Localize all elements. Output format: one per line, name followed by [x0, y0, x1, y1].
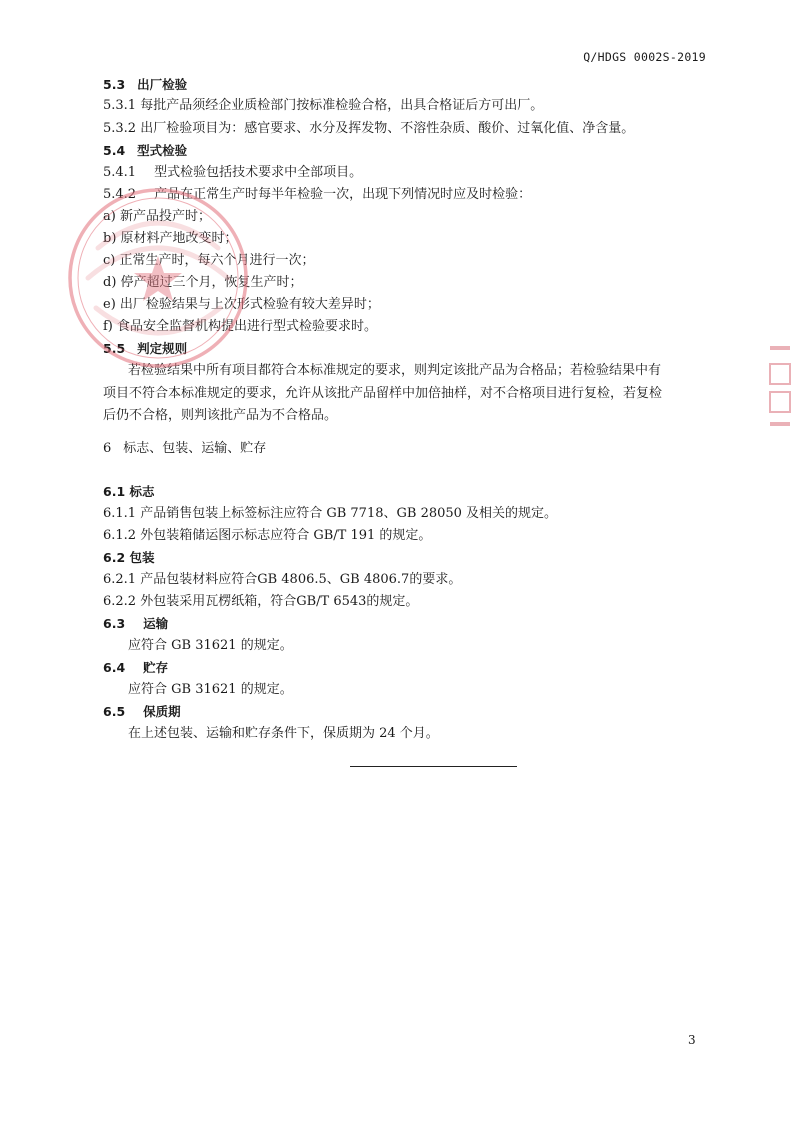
heading-title: 贮存 — [143, 660, 169, 675]
heading-number: 5.4 — [103, 143, 126, 158]
list-item-d: d) 停产超过三个月，恢复生产时； — [103, 275, 303, 290]
heading-number: 5.3 — [103, 77, 126, 92]
end-rule — [350, 766, 517, 767]
clause-number: 5.4.2 — [103, 187, 137, 202]
heading-number: 6 — [103, 441, 112, 456]
heading-number: 6.3 — [103, 616, 126, 631]
heading-title: 保质期 — [143, 704, 181, 719]
heading-title: 型式检验 — [137, 143, 188, 158]
list-item-c: c) 正常生产时，每六个月进行一次； — [103, 253, 315, 268]
heading-6-2: 6.2 包装 — [103, 550, 155, 565]
heading-number: 5.5 — [103, 341, 126, 356]
clause-5-3-2: 5.3.2 出厂检验项目为：感官要求、水分及挥发物、不溶性杂质、酸价、过氧化值、净含量。 — [103, 121, 635, 136]
heading-6 — [103, 441, 266, 457]
heading-title: 判定规则 — [137, 341, 188, 356]
list-item-a: a) 新产品投产时； — [103, 209, 211, 224]
heading-number: 6.5 — [103, 704, 126, 719]
clause-6-2-1: 6.2.1 产品包装材料应符合GB 4806.5、GB 4806.7的要求。 — [103, 572, 462, 587]
body-6-4: 应符合 GB 31621 的规定。 — [128, 682, 293, 697]
paragraph-line: 项目不符合本标准规定的要求，允许从该批产品留样中加倍抽样，对不合格项目进行复检，若复检 — [103, 386, 663, 401]
list-item-e: e) 出厂检验结果与上次形式检验有较大差异时； — [103, 297, 380, 312]
document-code: Q/HDGS 0002S-2019 — [583, 50, 706, 64]
page-number: 3 — [688, 1033, 696, 1047]
company-seal-stamp — [58, 178, 258, 378]
heading-title: 出厂检验 — [137, 77, 188, 92]
list-item-b: b) 原材料产地改变时； — [103, 231, 238, 246]
list-item-f: f) 食品安全监督机构提出进行型式检验要求时。 — [103, 319, 378, 334]
heading-title: 运输 — [143, 616, 169, 631]
clause-6-1-2: 6.1.2 外包装箱储运图示标志应符合 GB/T 191 的规定。 — [103, 528, 432, 543]
heading-title: 标志、包装、运输、贮存 — [123, 441, 267, 456]
heading-5-4 — [103, 143, 187, 159]
body-6-3: 应符合 GB 31621 的规定。 — [128, 638, 293, 653]
clause-text: 产品在正常生产时每半年检验一次，出现下列情况时应及时检验： — [154, 187, 532, 202]
clause-6-2-2: 6.2.2 外包装采用瓦楞纸箱，符合GB/T 6543的规定。 — [103, 594, 419, 609]
heading-6-3 — [103, 616, 168, 632]
perforation-seal-edge — [768, 340, 792, 432]
paragraph-line: 后仍不合格，则判该批产品为不合格品。 — [103, 408, 338, 423]
heading-number: 6.4 — [103, 660, 126, 675]
clause-6-1-1: 6.1.1 产品销售包装上标签标注应符合 GB 7718、GB 28050 及相关的规定。 — [103, 506, 558, 521]
body-6-5: 在上述包装、运输和贮存条件下，保质期为 24 个月。 — [128, 726, 439, 741]
heading-6-4 — [103, 660, 168, 676]
clause-text: 型式检验包括技术要求中全部项目。 — [154, 165, 363, 180]
heading-6-1: 6.1 标志 — [103, 484, 155, 499]
paragraph-line: 若检验结果中所有项目都符合本标准规定的要求，则判定该批产品为合格品；若检验结果中有 — [128, 363, 662, 378]
clause-5-3-1: 5.3.1 每批产品须经企业质检部门按标准检验合格，出具合格证后方可出厂。 — [103, 98, 544, 113]
heading-6-5 — [103, 704, 181, 720]
clause-number: 5.4.1 — [103, 165, 137, 180]
heading-5-3 — [103, 77, 187, 93]
